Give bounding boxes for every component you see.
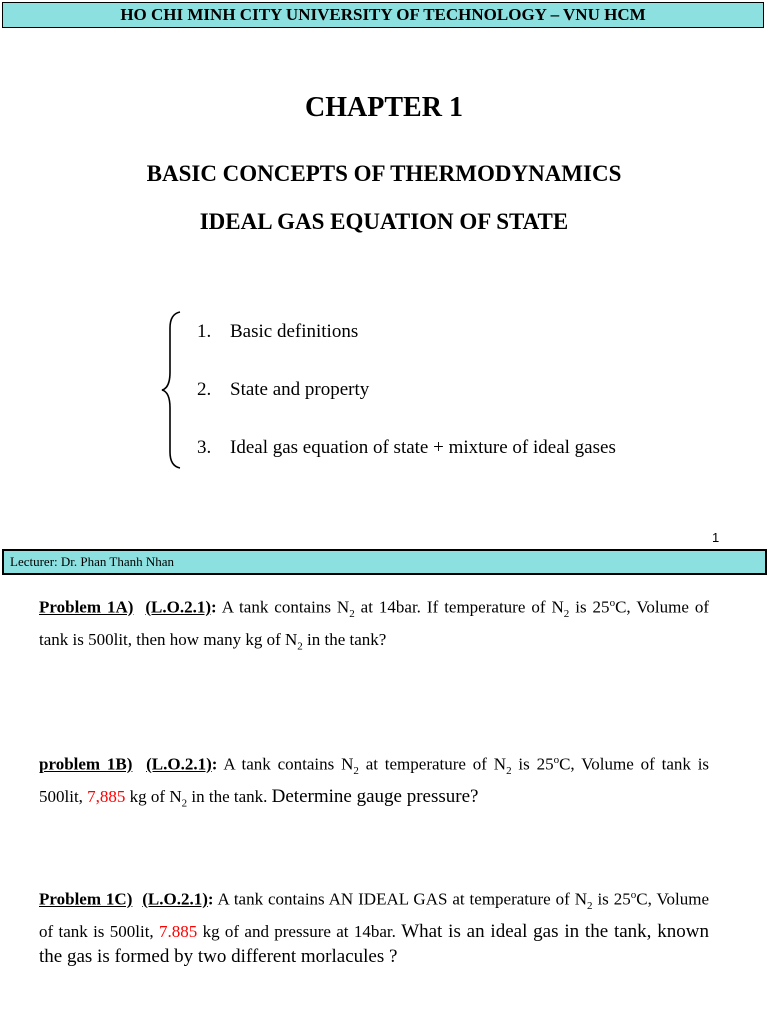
problem-text: C, Volume of tank is 500lit, then how many kg of N [39, 597, 710, 650]
learning-outcome: (L.O.2.1) [145, 597, 212, 617]
problem-text: kg of and pressure at 14bar. [202, 922, 396, 942]
problem-1a [39, 591, 709, 659]
superscript: o [630, 889, 637, 901]
subtitle-line-1: BASIC CONCEPTS OF THERMODYNAMICS [146, 161, 622, 186]
problem-text: at temperature of N [365, 754, 507, 774]
toc-item [197, 321, 358, 343]
subscript: 2 [563, 608, 570, 621]
university-header: HO CHI MINH CITY UNIVERSITY OF TECHNOLOGY – VNU HCM [2, 2, 764, 28]
colon: : [207, 889, 214, 909]
colon: : [211, 754, 218, 774]
problem-text: in the tank. [191, 787, 268, 807]
highlight-value: 7.885 [159, 922, 198, 942]
problem-text: is 25 [597, 889, 631, 909]
page-number: 1 [712, 530, 720, 545]
toc-number: 1. [197, 321, 212, 342]
problem-question: Determine gauge pressure? [271, 786, 479, 808]
subscript: 2 [181, 797, 188, 810]
superscript: o [609, 597, 616, 609]
subscript: 2 [353, 765, 359, 778]
curly-brace [156, 310, 186, 470]
problem-text: A tank contains N [223, 754, 354, 774]
problem-text: is 25 [575, 597, 610, 617]
toc-text: State and property [230, 379, 370, 400]
toc-number: 3. [197, 437, 212, 458]
problem-text: at 14bar. If temperature of N [360, 597, 564, 617]
problem-text: A tank contains AN IDEAL GAS at temperature of N [217, 889, 588, 909]
problem-label: problem 1B) [39, 754, 133, 774]
problem-1c [39, 883, 709, 969]
subscript: 2 [297, 640, 303, 653]
highlight-value: 7,885 [87, 787, 126, 807]
problem-text: A tank contains N [221, 597, 350, 617]
subscript: 2 [349, 608, 355, 621]
problem-1b [39, 748, 709, 816]
problem-text: kg of N [129, 787, 182, 807]
subtitle-line-2: IDEAL GAS EQUATION OF STATE [199, 209, 569, 234]
subscript: 2 [587, 900, 593, 913]
lecturer-footer: Lecturer: Dr. Phan Thanh Nhan [2, 549, 767, 575]
toc-number: 2. [197, 379, 212, 400]
chapter-title: CHAPTER 1 [305, 92, 463, 123]
problem-question: What is an ideal gas in the tank, known the gas is formed by two different morlacules ? [39, 921, 709, 968]
problem-text: is 25 [518, 754, 554, 774]
learning-outcome: (L.O.2.1) [142, 889, 208, 909]
subscript: 2 [506, 765, 512, 778]
toc-item [197, 437, 616, 459]
problem-text: C, Volume of tank is 500lit, [39, 889, 710, 942]
problem-text: in the tank? [307, 630, 387, 650]
toc-text: Ideal gas equation of state + mixture of ideal gases [230, 437, 616, 458]
colon: : [211, 597, 217, 617]
problem-label: Problem 1C) [39, 889, 133, 909]
problem-label: Problem 1A) [39, 597, 134, 617]
learning-outcome: (L.O.2.1) [146, 754, 212, 774]
toc-text: Basic definitions [230, 321, 359, 342]
toc-item [197, 379, 369, 401]
superscript: o [553, 754, 560, 766]
problem-text: C, Volume of tank is 500lit, [39, 754, 710, 807]
